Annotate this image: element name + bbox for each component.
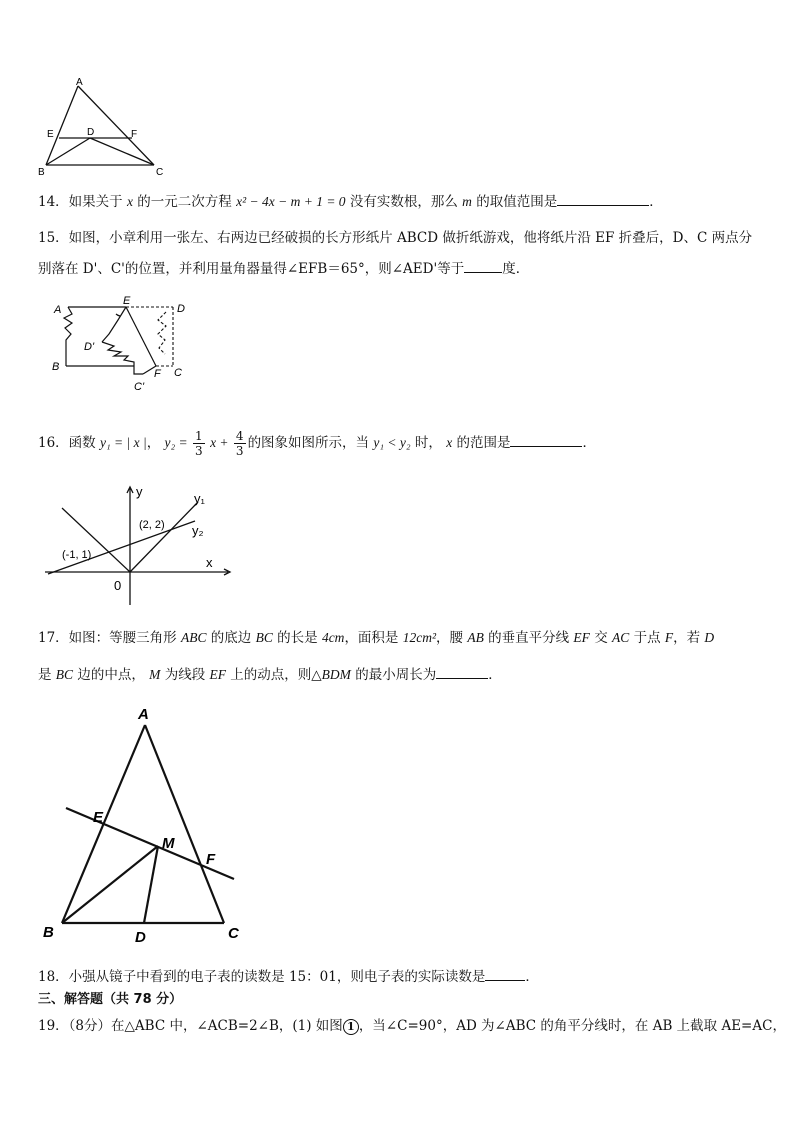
q19-text: 19．（8分）在△ABC 中，∠ACB=2∠B，(1) 如图 [38, 1018, 343, 1034]
fraction-denominator: 3 [235, 444, 244, 458]
question-15-line1: 15．如图，小章利用一张左、右两边已经破损的长方形纸片 ABCD 做折纸游戏，他将纸片沿 EF 折叠后，D、C 两点分 [38, 230, 753, 246]
q14-text: 的取值范围是 [471, 194, 558, 210]
label-A: A [138, 706, 149, 723]
question-14 [38, 191, 663, 212]
question-19 [38, 1016, 786, 1036]
label-D: D [177, 303, 185, 315]
answer-blank-17[interactable] [436, 664, 488, 679]
label-E: E [123, 295, 131, 307]
question-15-line2 [38, 258, 529, 279]
q15-text: 别落在 D'、C'的位置，并利用量角器量得∠EFB＝65°，则∠AED'等于 [38, 261, 465, 277]
question-17-line1 [38, 627, 714, 649]
q17-var: D [704, 630, 715, 645]
q17-text: 的垂直平分线 [483, 630, 574, 646]
q14-var-x: x [126, 194, 133, 209]
q16-text: ， [146, 435, 165, 451]
q16-text: x + [206, 435, 232, 450]
answer-blank-18[interactable] [485, 966, 525, 981]
label-D-prime: D' [84, 341, 95, 353]
answer-blank-15[interactable] [464, 258, 502, 273]
q17-text: ，腰 [436, 630, 468, 646]
q16-text: 16．函数 [38, 435, 100, 451]
label-x: x [206, 555, 213, 570]
q17-text: 的长是 [272, 630, 322, 646]
label-point-neg1-1: (-1, 1) [62, 549, 92, 561]
q17-end: ． [488, 667, 502, 683]
q17-text: 17．如图：等腰三角形 [38, 630, 181, 646]
q14-text: 没有实数根，那么 [345, 194, 463, 210]
fraction-4-3 [234, 429, 246, 458]
q17-text: 上的动点，则 [226, 667, 312, 683]
label-E: E [47, 129, 54, 140]
q17-var: AB [467, 630, 484, 645]
label-F: F [131, 129, 138, 140]
q17-var: M [149, 667, 161, 682]
fraction-numerator: 1 [195, 429, 203, 443]
q17-var: ABC [180, 630, 207, 645]
q16-y1-def: y₁ = | x | [99, 435, 147, 450]
q17-text: 交 [589, 630, 613, 646]
q17-text: ，若 [673, 630, 705, 646]
label-y1: y₁ [194, 491, 205, 506]
label-A: A [76, 77, 83, 88]
q17-triangle: △BDM [311, 667, 351, 682]
question-17-line2 [38, 664, 502, 686]
fraction-1-3 [193, 429, 205, 458]
label-F: F [154, 368, 161, 380]
section-title: 三、解答题（共 78 分） [38, 992, 183, 1007]
q17-var: BC [255, 630, 273, 645]
label-A: A [54, 304, 62, 316]
q17-var: F [664, 630, 674, 645]
q17-text: 是 [38, 667, 56, 683]
label-B: B [38, 167, 45, 178]
label-C: C [156, 167, 164, 178]
q16-end: ． [582, 435, 596, 451]
q14-text: 的一元二次方程 [132, 194, 237, 210]
q16-var-x: x [446, 435, 453, 450]
figure-q15 [48, 292, 198, 396]
q14-equation: x² − 4x − m + 1 = 0 [236, 194, 346, 209]
q18-text: 18．小强从镜子中看到的电子表的读数是 15：01，则电子表的实际读数是 [38, 969, 486, 985]
q14-end: ． [649, 194, 663, 210]
label-F: F [206, 851, 216, 868]
q16-text: 时， [410, 435, 447, 451]
q19-text: ，当∠C=90°，AD 为∠ABC 的角平分线时，在 AB 上截取 AE=AC， [358, 1018, 786, 1034]
label-C: C [174, 367, 182, 379]
label-B: B [43, 924, 54, 941]
q17-length: 4cm [321, 630, 345, 645]
q17-var: BC [55, 667, 74, 682]
label-C-prime: C' [134, 381, 145, 393]
label-M: M [162, 835, 175, 852]
q16-condition: y₁ < y₂ [373, 435, 411, 450]
label-C: C [228, 925, 239, 942]
q17-var: EF [209, 667, 226, 682]
q17-text: 的最小周长为 [350, 667, 437, 683]
q18-end: ． [525, 969, 539, 985]
q16-text: 的图象如图所示，当 [247, 435, 374, 451]
q17-area: 12cm² [402, 630, 437, 645]
q17-var: AC [612, 630, 630, 645]
q15-end: 度． [502, 261, 530, 277]
figure-q17 [38, 700, 248, 950]
question-16 [38, 428, 596, 458]
q17-var: EF [573, 630, 590, 645]
q17-text: 边的中点， [73, 667, 150, 683]
fraction-denominator: 3 [195, 444, 203, 458]
label-D: D [135, 929, 146, 946]
label-E: E [93, 809, 104, 826]
figure-ref-circle: 1 [343, 1019, 359, 1035]
q14-text: 14．如果关于 [38, 194, 127, 210]
label-point-2-2: (2, 2) [139, 519, 165, 531]
q17-text: 为线段 [160, 667, 210, 683]
q16-y2-def: y₂ = [164, 435, 192, 450]
label-B: B [52, 361, 60, 373]
q17-text: 于点 [629, 630, 665, 646]
q16-text: 的范围是 [452, 435, 511, 451]
label-y2: y₂ [192, 523, 204, 538]
figure-q13 [36, 76, 166, 178]
answer-blank-14[interactable] [557, 191, 649, 206]
label-D: D [87, 127, 95, 138]
question-18 [38, 966, 539, 987]
answer-blank-16[interactable] [510, 432, 582, 447]
label-y: y [136, 484, 143, 499]
q17-text: 的底边 [206, 630, 256, 646]
label-origin: 0 [114, 578, 122, 593]
fraction-numerator: 4 [235, 429, 244, 443]
figure-q16 [40, 480, 240, 608]
q17-text: ，面积是 [344, 630, 403, 646]
q14-var-m: m [462, 194, 472, 209]
